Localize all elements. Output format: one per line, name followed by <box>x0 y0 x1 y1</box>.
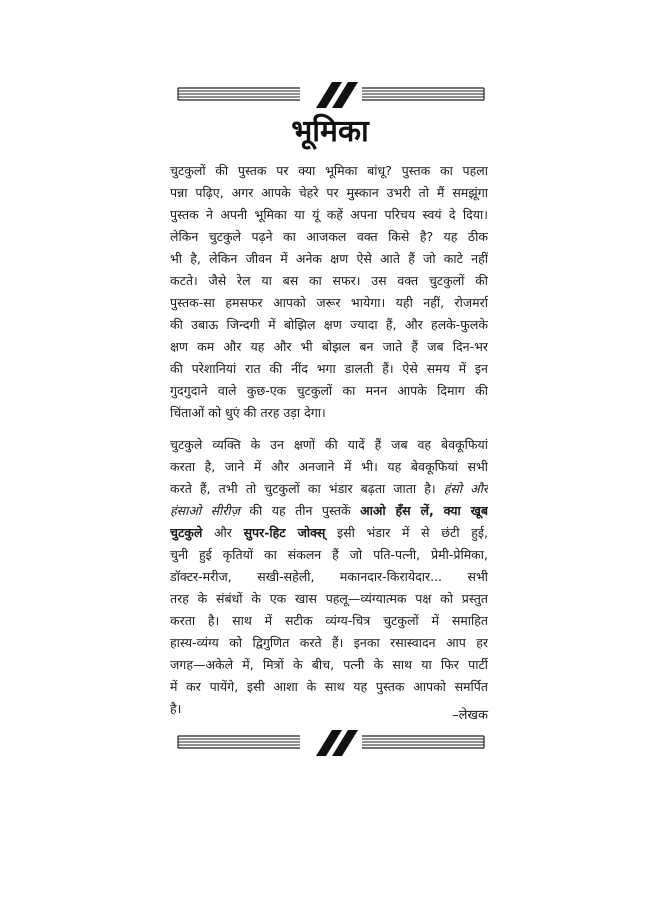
text-line: पुस्तक ने अपनी भूमिका या यूं कहें अपना परिचय स्वयं दे दिया। <box>170 207 488 222</box>
bottom-ornament-divider <box>176 728 486 758</box>
author-signature: –लेखक <box>452 708 488 723</box>
text-line: करता है। साथ में सटीक व्यंग्य-चित्र चुटकुलों में समाहित <box>170 613 488 628</box>
text-line: करता है, जाने में और अनजाने में भी। यह बेवकूफियां सभी <box>170 459 488 474</box>
book-title-bold: आओ हँस लें, क्या खूब <box>360 503 488 518</box>
series-name-italic: हंसाओ सीरीज़ <box>170 503 240 518</box>
book-title-bold: सुपर-हिट जोक्स् <box>243 525 326 540</box>
divider-ornament-icon <box>176 80 486 110</box>
text-line: की उबाऊ जिन्दगी में बोझिल क्षण ज्यादा हैं, और हलके-फुलके <box>170 317 488 332</box>
text-line <box>170 478 488 500</box>
page-title: भूमिका <box>291 114 369 149</box>
text-segment: और <box>214 525 232 540</box>
top-ornament-divider <box>176 80 486 110</box>
text-line: चिंताओं को धुएं की तरह उड़ा देगा। <box>170 405 326 420</box>
text-line: जगह—अकेले में, मित्रों के बीच, पत्नी के साथ या फिर पार्टी <box>170 657 488 672</box>
text-segment: की यह तीन पुस्तकें <box>249 503 351 518</box>
text-line: में कर पायेंगे, इसी आशा के साथ यह पुस्तक आपको समर्पित <box>170 679 488 694</box>
text-line: चुनी हुई कृतियों का संकलन हैं जो पति-पत्नी, प्रेमी-प्रेमिका, <box>170 547 488 562</box>
text-line <box>170 522 488 544</box>
text-line: डॉक्टर-मरीज, सखी-सहेली, मकानदार-किरायेदार... सभी <box>170 569 488 584</box>
text-line: हास्य-व्यंग्य को द्विगुणित करते हैं। इनका रसास्वादन आप हर <box>170 635 488 650</box>
paragraph-1 <box>170 160 488 424</box>
text-line: लेकिन चुटकुले पढ़ने का आजकल वक्त किसे है? यह ठीक <box>170 229 488 244</box>
text-line: गुदगुदाने वाले कुछ-एक चुटकुलों का मनन आपके दिमाग की <box>170 383 488 398</box>
text-line: कटते। जैसे रेल या बस का सफर। उस वक्त चुटकुलों की <box>170 273 488 288</box>
text-line: चुटकुलों की पुस्तक पर क्या भूमिका बांधू? पुस्तक का पहला <box>170 163 488 178</box>
text-line: तरह के संबंधों के एक खास पहलू—व्यंग्यात्मक पक्ष को प्रस्तुत <box>170 591 488 606</box>
text-line: है। <box>170 701 182 716</box>
text-line: चुटकुले व्यक्ति के उन क्षणों की यादें हैं जब वह बेवकूफियां <box>170 437 488 452</box>
text-line: पुस्तक-सा हमसफर आपको जरूर भायेगा। यही नहीं, रोजमर्रा <box>170 295 488 310</box>
text-line: भी है, लेकिन जीवन में अनेक क्षण ऐसे आते हैं जो काटे नहीं <box>170 251 488 266</box>
text-segment: करते हैं, तभी तो चुटकुलों का भंडार बढ़ता जाता है। <box>170 481 436 496</box>
text-line: क्षण कम और यह और भी बोझल बन जाते हैं जब दिन-भर <box>170 339 488 354</box>
text-segment: इसी भंडार में से छंटी हुई, <box>337 525 488 540</box>
text-line: पन्ना पढ़िए, अगर आपके चेहरे पर मुस्कान उभरी तो मैं समझूंगा <box>170 185 488 200</box>
series-name-italic: हंसो और <box>443 481 488 496</box>
text-line <box>170 500 488 522</box>
preface-body <box>170 160 488 730</box>
text-line: की परेशानियां रात की नींद भगा डालती हैं। ऐसे समय में इन <box>170 361 488 376</box>
divider-ornament-icon <box>176 728 486 758</box>
paragraph-2 <box>170 434 488 720</box>
book-title-bold: चुटकुले <box>170 525 203 540</box>
